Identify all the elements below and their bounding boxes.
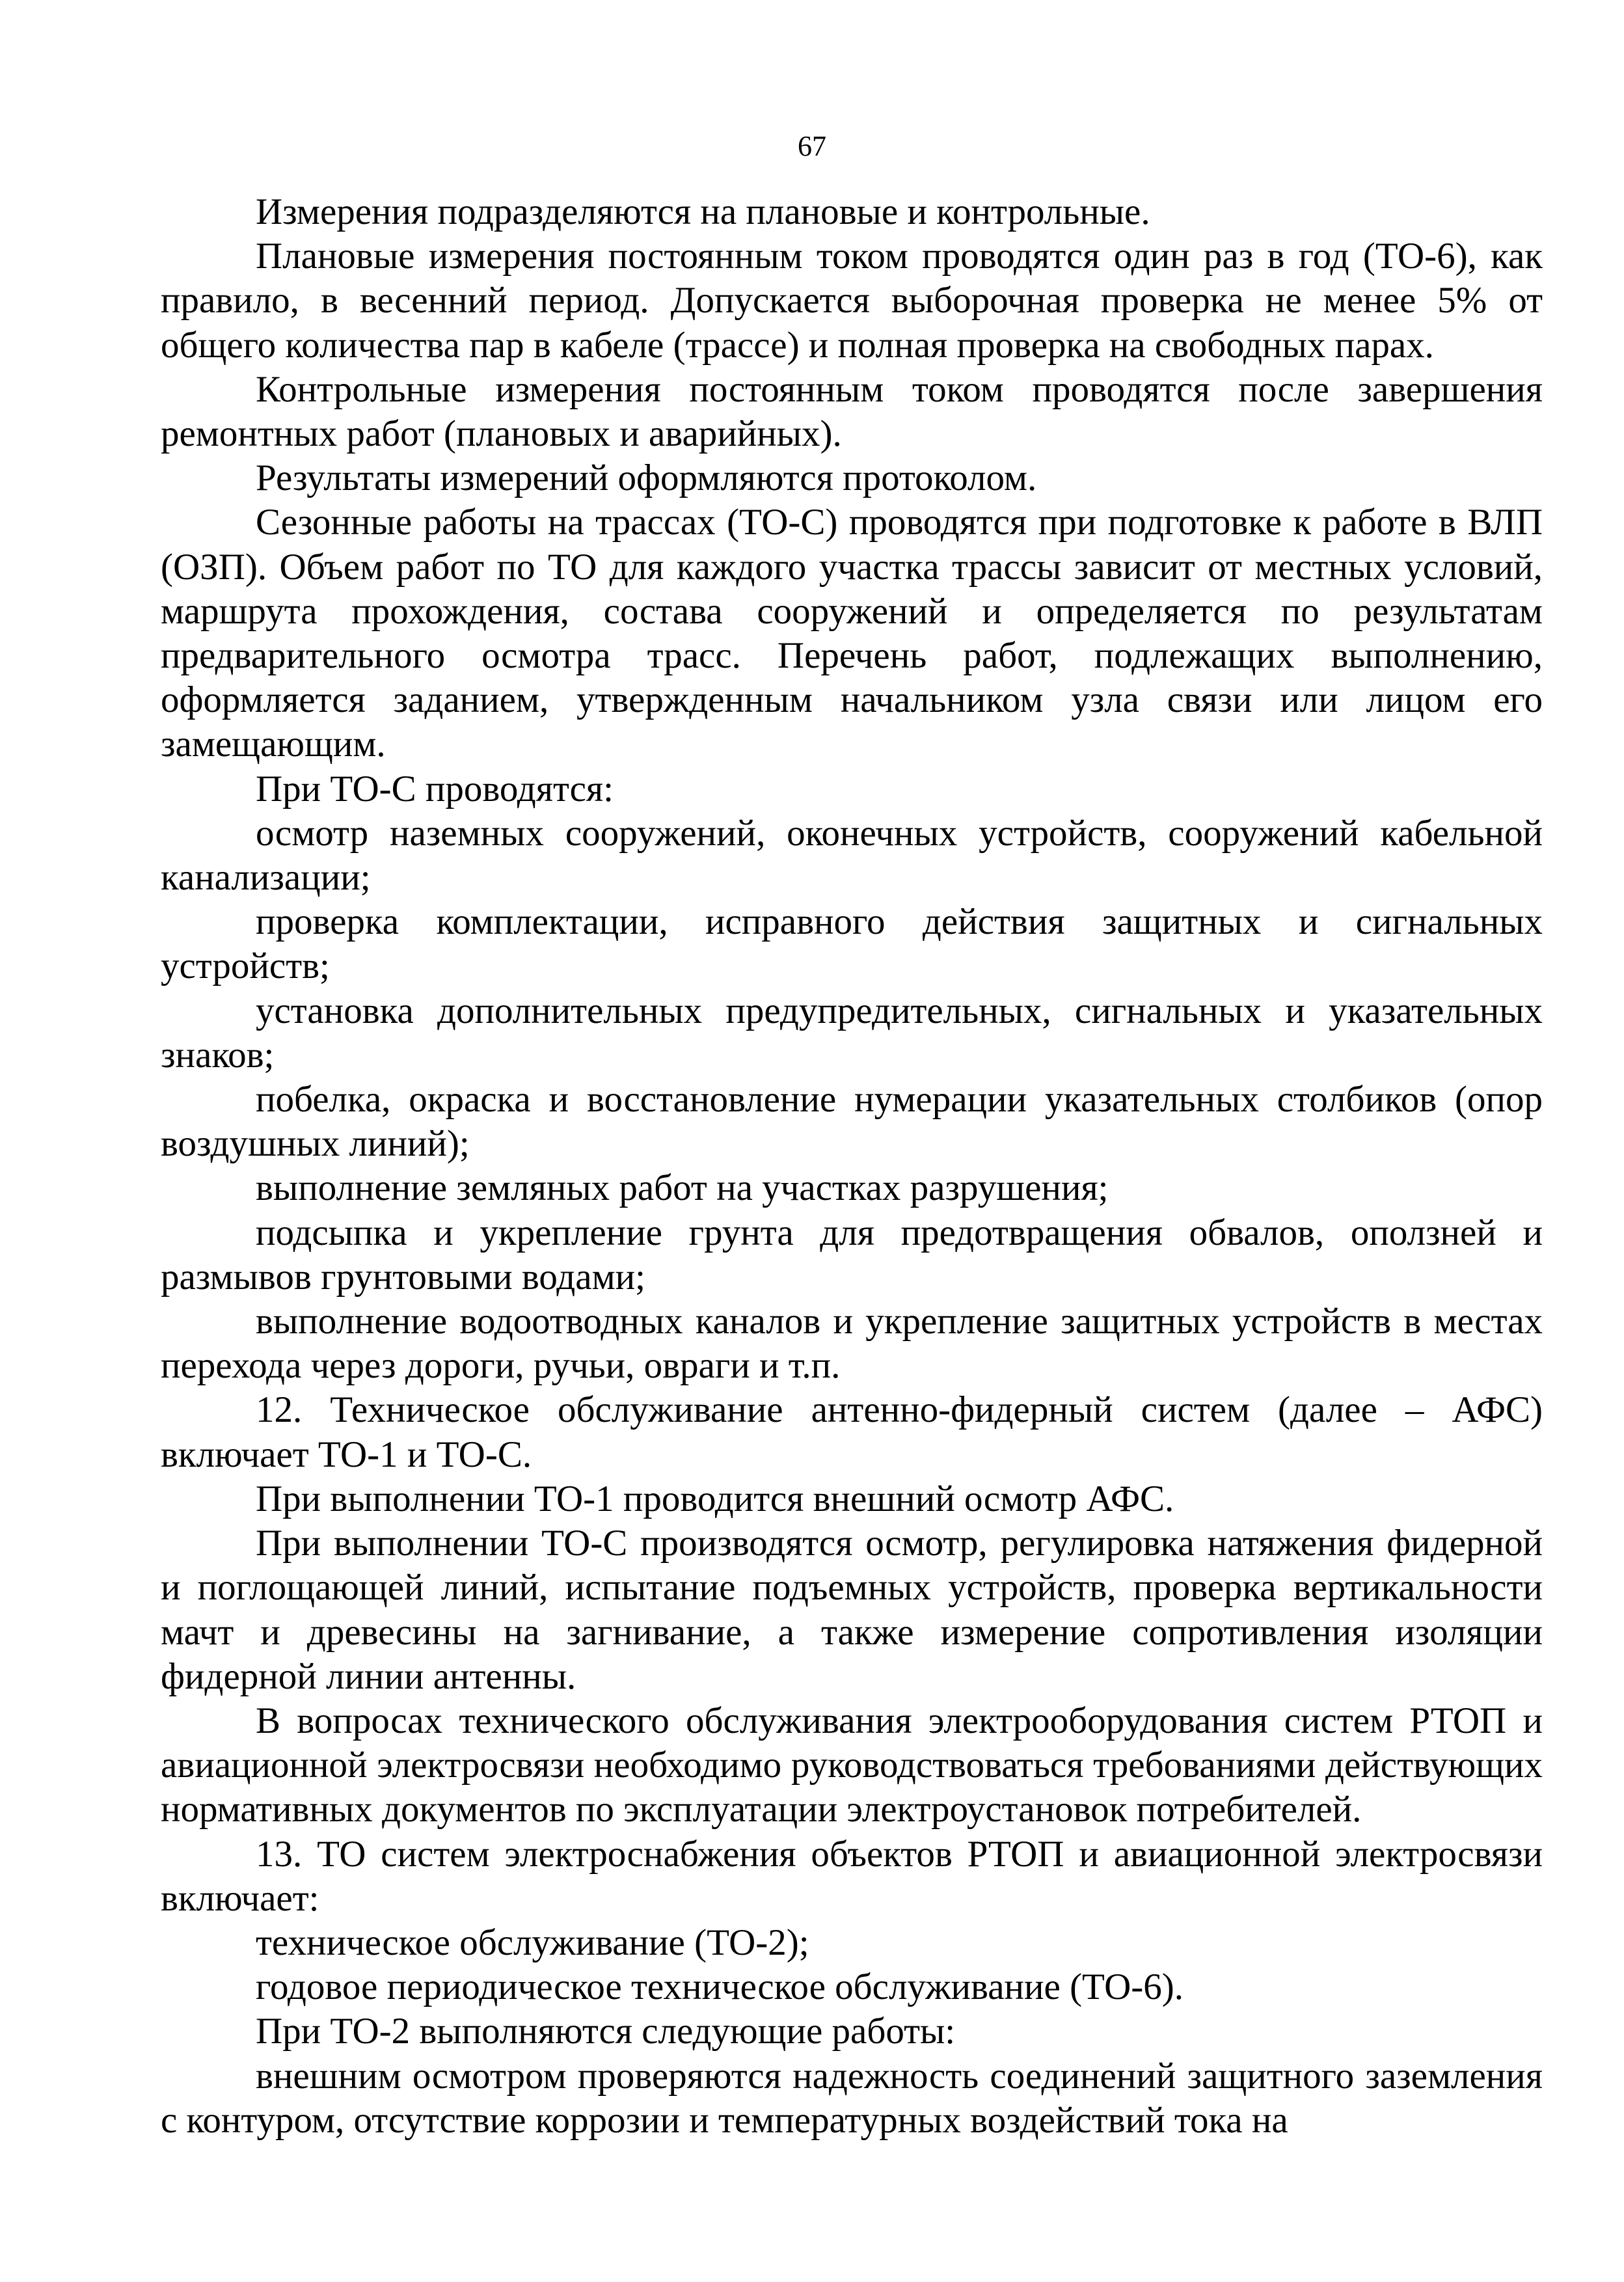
list-item: установка дополнительных предупредительных, сигнальных и указательных знаков; [161,990,1543,1076]
list-item: осмотр наземных сооружений, оконечных устройств, сооружений кабельной канализации; [161,812,1543,899]
list-item: внешним осмотром проверяются надежность соединений защитного заземления с контуром, отсутствие коррозии и температурных воздействий тока на [161,2055,1543,2141]
paragraph: При ТО-2 выполняются следующие работы: [256,2011,956,2052]
list-item: годовое периодическое техническое обслуживание (ТО-6). [256,1966,1184,2008]
document-body [161,190,1543,2143]
paragraph: Измерения подразделяются на плановые и контрольные. [256,191,1150,232]
list-item: техническое обслуживание (ТО-2); [256,1922,809,1963]
paragraph: При выполнении ТО-1 проводится внешний осмотр АФС. [256,1478,1174,1519]
list-item: выполнение водоотводных каналов и укрепление защитных устройств в местах перехода через дороги, ручьи, овраги и т.п. [161,1301,1543,1387]
list-item: побелка, окраска и восстановление нумерации указательных столбиков (опор воздушных линий); [161,1079,1543,1165]
section-paragraph: 13. ТО систем электроснабжения объектов РТОП и авиационной электросвязи включает: [161,1833,1543,1919]
paragraph: Результаты измерений оформляются протоколом. [256,457,1037,499]
list-item: подсыпка и укрепление грунта для предотвращения обвалов, оползней и размывов грунтовыми водами; [161,1212,1543,1297]
section-paragraph: 12. Техническое обслуживание антенно-фидерный систем (далее – АФС) включает ТО-1 и ТО-С. [161,1389,1543,1475]
list-item: выполнение земляных работ на участках разрушения; [256,1167,1109,1209]
page-number: 67 [798,130,826,162]
paragraph: Сезонные работы на трассах (ТО-С) проводятся при подготовке к работе в ВЛП (ОЗП). Объем работ по ТО для каждого участка трассы зависит от местных условий, маршрута прохождения, состава сооружений и определяется по результатам предварительного осмотра трасс. Перечень работ, подлежащих выполнению, оформляется заданием, утвержденным начальником узла связи или лицом его замещающим. [161,502,1543,765]
paragraph: При выполнении ТО-С производятся осмотр, регулировка натяжения фидерной и поглощающей линий, испытание подъемных устройств, проверка вертикальности мачт и древесины на загнивание, а также измерение сопротивления изоляции фидерной линии антенны. [161,1523,1543,1697]
list-item: проверка комплектации, исправного действия защитных и сигнальных устройств; [161,901,1543,987]
paragraph: Плановые измерения постоянным током проводятся один раз в год (ТО-6), как правило, в весенний период. Допускается выборочная проверка не менее 5% от общего количества пар в кабеле (трассе) и полная проверка на свободных парах. [161,236,1543,366]
paragraph: В вопросах технического обслуживания электрооборудования систем РТОП и авиационной электросвязи необходимо руководствоваться требованиями действующих нормативных документов по эксплуатации электроустановок потребителей. [161,1700,1543,1830]
paragraph: При ТО-С проводятся: [256,768,614,809]
paragraph: Контрольные измерения постоянным током проводятся после завершения ремонтных работ (плановых и аварийных). [161,368,1543,455]
